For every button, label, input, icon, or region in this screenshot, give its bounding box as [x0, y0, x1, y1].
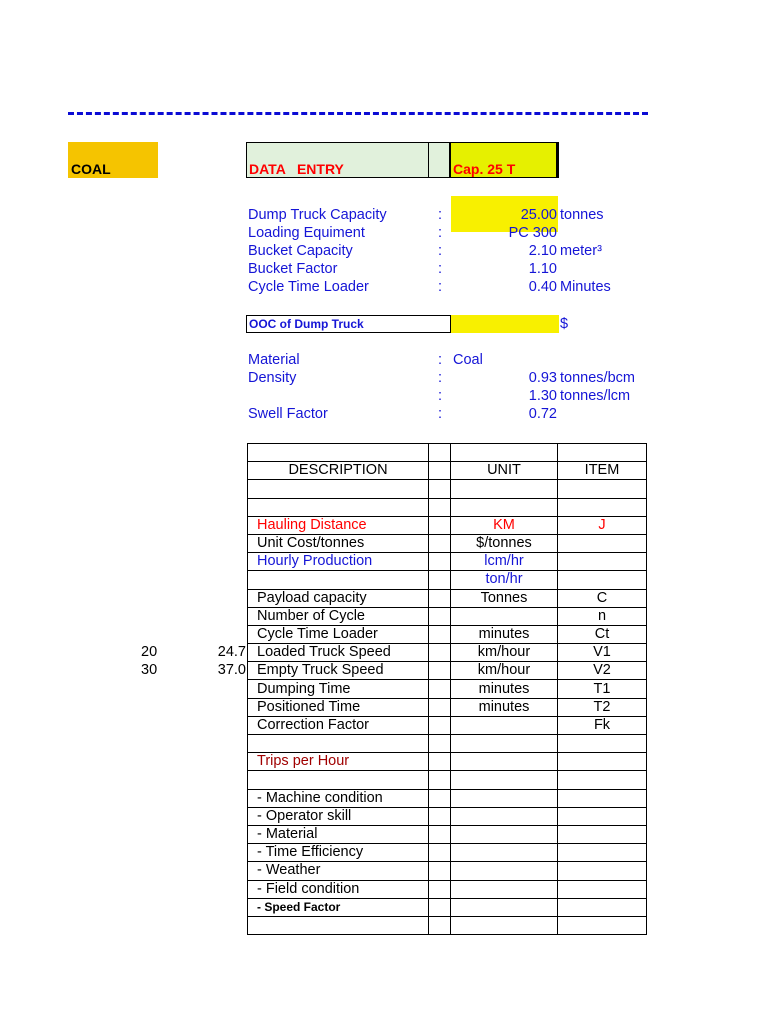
- table-row: [248, 807, 647, 825]
- row-spacer-cell: [429, 898, 451, 916]
- density-loose-value[interactable]: 1.30: [528, 388, 557, 404]
- row-description: - Speed Factor: [248, 898, 429, 916]
- table-header-row: [248, 462, 647, 480]
- row-unit: km/hour: [451, 644, 558, 662]
- row-unit: [451, 607, 558, 625]
- row-unit: [451, 735, 558, 753]
- bucket-capacity-value[interactable]: 2.10: [528, 243, 557, 259]
- row-description: Hauling Distance: [248, 516, 429, 534]
- swell-factor-value[interactable]: 0.72: [528, 406, 557, 422]
- row-description: - Time Efficiency: [248, 844, 429, 862]
- item-header: ITEM: [558, 462, 647, 480]
- row-spacer-cell: [429, 916, 451, 934]
- row-spacer-cell: [429, 516, 451, 534]
- row-spacer-cell: [429, 553, 451, 571]
- row-item: [558, 534, 647, 552]
- row-unit: [451, 789, 558, 807]
- row-spacer-cell: [429, 716, 451, 734]
- row-description: Hourly Production: [248, 553, 429, 571]
- density-colon: :: [438, 370, 443, 386]
- row-item: Fk: [558, 716, 647, 734]
- calculation-table: [247, 443, 647, 935]
- row-description: Dumping Time: [248, 680, 429, 698]
- row-unit: [451, 862, 558, 880]
- loading-equipment-input[interactable]: PC 300: [508, 225, 557, 241]
- param-colon: :: [438, 207, 443, 223]
- table-row: [248, 825, 647, 843]
- row-item: [558, 498, 647, 516]
- row-spacer-cell: [429, 534, 451, 552]
- param-label: Dump Truck Capacity: [248, 207, 387, 223]
- cycle-time-loader-value[interactable]: 0.40: [528, 279, 557, 295]
- row-description: [248, 771, 429, 789]
- row-unit: minutes: [451, 625, 558, 643]
- row-spacer-cell: [429, 607, 451, 625]
- row-unit: km/hour: [451, 662, 558, 680]
- row-item: [558, 862, 647, 880]
- row-item: J: [558, 516, 647, 534]
- table-row: [248, 444, 647, 462]
- table-row: [248, 898, 647, 916]
- row-item: [558, 553, 647, 571]
- table-row: [248, 644, 647, 662]
- ooc-label: OOC of Dump Truck: [246, 315, 451, 333]
- row-spacer-cell: [429, 789, 451, 807]
- param-colon: :: [438, 261, 443, 277]
- density-value[interactable]: 0.93: [528, 370, 557, 386]
- row-description: [248, 735, 429, 753]
- table-row: [248, 844, 647, 862]
- param-label: Loading Equiment: [248, 225, 365, 241]
- table-row: [248, 662, 647, 680]
- row-spacer-cell: [429, 753, 451, 771]
- coal-label: COAL: [68, 142, 158, 178]
- row-spacer-cell: [429, 771, 451, 789]
- row-spacer-cell: [429, 844, 451, 862]
- row-item: n: [558, 607, 647, 625]
- row-spacer-cell: [429, 625, 451, 643]
- table-row: [248, 753, 647, 771]
- row-item: [558, 789, 647, 807]
- density-loose-unit: tonnes/lcm: [560, 388, 631, 404]
- param-label: Bucket Capacity: [248, 243, 353, 259]
- row-description: [248, 916, 429, 934]
- row-description: Positioned Time: [248, 698, 429, 716]
- row-item: [558, 916, 647, 934]
- row-description: Empty Truck Speed: [248, 662, 429, 680]
- row-item: C: [558, 589, 647, 607]
- row-description: Payload capacity: [248, 589, 429, 607]
- ooc-input[interactable]: [451, 315, 559, 333]
- data-entry-label: DATA ENTRY: [249, 161, 344, 177]
- row-description: Unit Cost/tonnes: [248, 534, 429, 552]
- unit-header: UNIT: [451, 462, 558, 480]
- row-spacer-cell: [429, 644, 451, 662]
- row-description: - Material: [248, 825, 429, 843]
- row-item: [558, 753, 647, 771]
- row-unit: minutes: [451, 698, 558, 716]
- density-unit: tonnes/bcm: [560, 370, 635, 386]
- truck-capacity-input[interactable]: 25.00: [520, 207, 557, 223]
- row-item: [558, 807, 647, 825]
- param-unit: meter³: [560, 243, 602, 259]
- row-description: Correction Factor: [248, 716, 429, 734]
- row-item: T1: [558, 680, 647, 698]
- table-row: [248, 862, 647, 880]
- row-item: [558, 735, 647, 753]
- bucket-factor-value[interactable]: 1.10: [528, 261, 557, 277]
- row-item: V2: [558, 662, 647, 680]
- row-spacer-cell: [429, 589, 451, 607]
- row-unit: KM: [451, 516, 558, 534]
- table-row: [248, 607, 647, 625]
- side-value-loaded-b: 24.7: [217, 644, 246, 660]
- row-unit: lcm/hr: [451, 553, 558, 571]
- table-row: [248, 480, 647, 498]
- row-item: T2: [558, 698, 647, 716]
- table-row: [248, 880, 647, 898]
- capacity-box: [450, 142, 559, 178]
- table-row: [248, 498, 647, 516]
- row-unit: [451, 807, 558, 825]
- row-unit: [451, 753, 558, 771]
- row-unit: [451, 498, 558, 516]
- row-description: - Machine condition: [248, 789, 429, 807]
- row-spacer-cell: [429, 807, 451, 825]
- material-value[interactable]: Coal: [453, 352, 483, 368]
- table-row: [248, 571, 647, 589]
- row-unit: [451, 844, 558, 862]
- table-row: [248, 716, 647, 734]
- row-description: Number of Cycle: [248, 607, 429, 625]
- material-colon: :: [438, 352, 443, 368]
- swell-factor-colon: :: [438, 406, 443, 422]
- row-description: - Weather: [248, 862, 429, 880]
- table-row: [248, 698, 647, 716]
- table-row: [248, 534, 647, 552]
- row-item: [558, 571, 647, 589]
- row-description: [248, 498, 429, 516]
- row-unit: ton/hr: [451, 571, 558, 589]
- row-description: Trips per Hour: [248, 753, 429, 771]
- row-spacer-cell: [429, 735, 451, 753]
- row-description: Loaded Truck Speed: [248, 644, 429, 662]
- row-unit: [451, 771, 558, 789]
- row-spacer-cell: [429, 571, 451, 589]
- param-unit: tonnes: [560, 207, 604, 223]
- row-unit: [451, 916, 558, 934]
- row-unit: Tonnes: [451, 589, 558, 607]
- row-description: Cycle Time Loader: [248, 625, 429, 643]
- capacity-label: Cap. 25 T: [453, 161, 516, 177]
- row-unit: [451, 898, 558, 916]
- row-spacer-cell: [429, 825, 451, 843]
- param-label: Cycle Time Loader: [248, 279, 369, 295]
- density-loose-colon: :: [438, 388, 443, 404]
- side-value-loaded-a: 20: [141, 644, 158, 660]
- row-description: - Operator skill: [248, 807, 429, 825]
- table-row: [248, 789, 647, 807]
- table-row: [248, 589, 647, 607]
- param-colon: :: [438, 225, 443, 241]
- table-row: [248, 553, 647, 571]
- material-label: Material: [248, 352, 300, 368]
- row-item: [558, 880, 647, 898]
- row-unit: [451, 880, 558, 898]
- table-row: [248, 680, 647, 698]
- swell-factor-label: Swell Factor: [248, 406, 328, 422]
- table-row: [248, 735, 647, 753]
- row-unit: minutes: [451, 680, 558, 698]
- table-row: [248, 625, 647, 643]
- side-value-empty-a: 30: [141, 662, 158, 678]
- description-header: DESCRIPTION: [248, 462, 429, 480]
- row-item: V1: [558, 644, 647, 662]
- row-spacer-cell: [429, 680, 451, 698]
- data-entry-box: [246, 142, 428, 178]
- row-item: [558, 825, 647, 843]
- row-description: - Field condition: [248, 880, 429, 898]
- row-spacer-cell: [429, 662, 451, 680]
- dashed-separator: [68, 112, 648, 115]
- row-item: [558, 844, 647, 862]
- row-unit: [451, 716, 558, 734]
- row-spacer-cell: [429, 862, 451, 880]
- data-entry-divider-cell: [428, 142, 450, 178]
- row-unit: $/tonnes: [451, 534, 558, 552]
- row-item: Ct: [558, 625, 647, 643]
- row-description: [248, 571, 429, 589]
- row-item: [558, 771, 647, 789]
- ooc-unit: $: [560, 316, 569, 332]
- density-label: Density: [248, 370, 297, 386]
- table-row: [248, 916, 647, 934]
- table-row: [248, 516, 647, 534]
- side-value-empty-b: 37.0: [217, 662, 246, 678]
- param-unit: Minutes: [560, 279, 611, 295]
- param-colon: :: [438, 243, 443, 259]
- row-spacer-cell: [429, 698, 451, 716]
- row-item: [558, 898, 647, 916]
- row-unit: [451, 825, 558, 843]
- param-colon: :: [438, 279, 443, 295]
- row-spacer-cell: [429, 880, 451, 898]
- param-label: Bucket Factor: [248, 261, 338, 277]
- row-spacer-cell: [429, 498, 451, 516]
- table-row: [248, 771, 647, 789]
